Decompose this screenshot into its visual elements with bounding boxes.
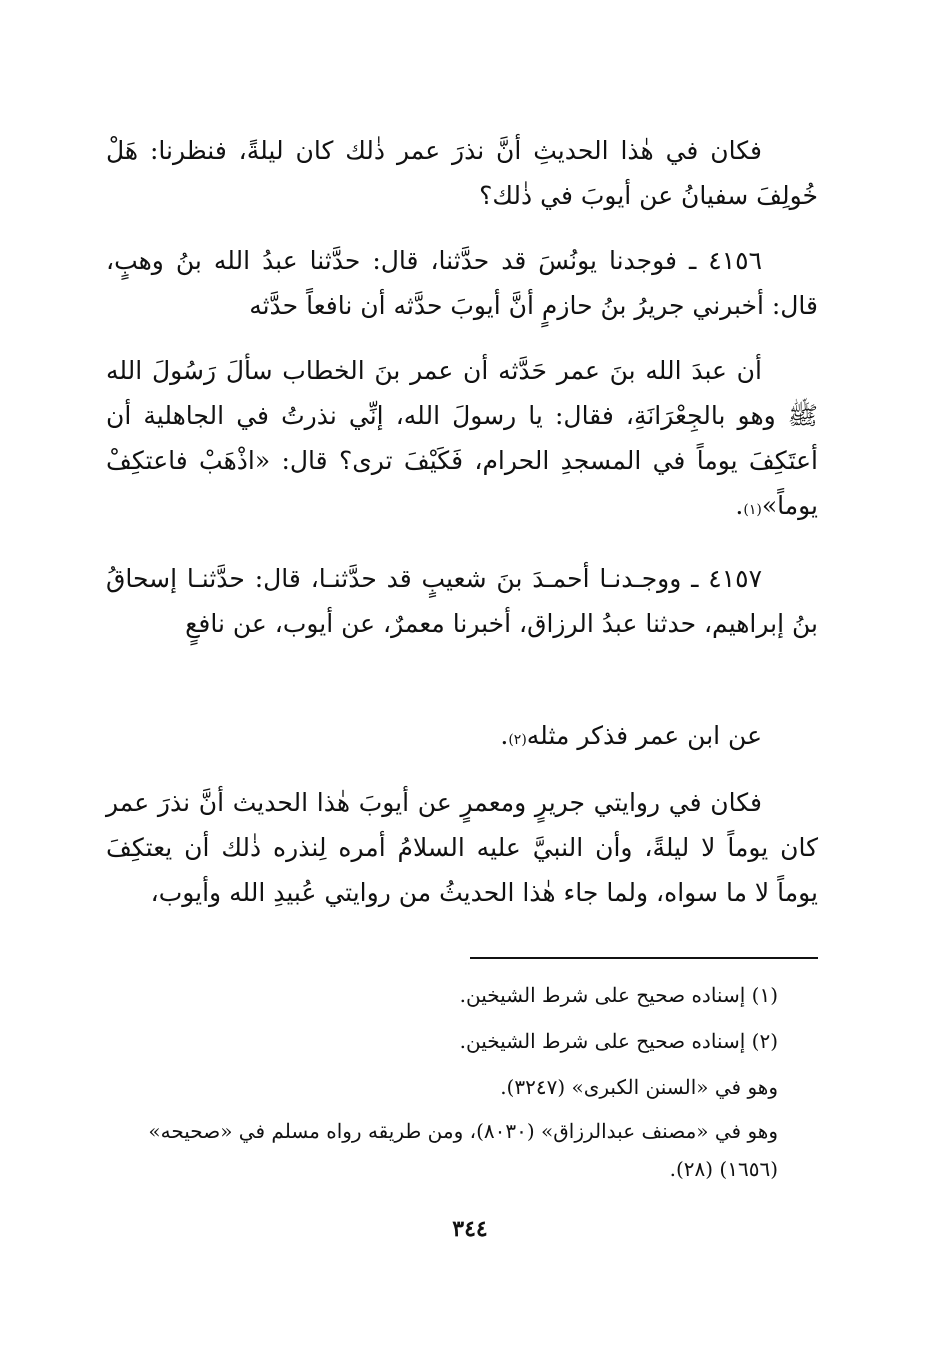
hadith-4156-chain: ٤١٥٦ ـ فوجدنا يونُسَ قد حدَّثنا، قال: حدَّثنا عبدُ الله بنُ وهبٍ، قال: أخبرني جريرُ بنُ حازمٍ أنَّ أيوبَ حدَّثه أن نافعاً حدَّثه [106,246,818,320]
footnote-ref-2: (٢) [508,732,527,748]
footnote-2: (٢) إسناده صحيح على شرط الشيخين. [459,1029,778,1053]
footnote-2-source-2: وهو في «مصنف عبدالرزاق» (٨٠٣٠)، ومن طريقه رواه مسلم في «صحيحه» (١٦٥٦) (٢٨). [148,1119,778,1181]
hadith-4156-body: أن عبدَ الله بنَ عمر حَدَّثه أن عمر بنَ الخطاب سألَ رَسُولَ الله ﷺ وهو بالجِعْرَانَةِ، فقال: يا رسولَ الله، إنِّي نذرتُ في الجاهلية أن أعتَكِفَ يوماً في المسجدِ الحرام، فَكَيْفَ ترى؟ قال: «اذْهَبْ فاعتكِفْ يوماً» [106,356,818,520]
footnote-ref-1-end: . [735,491,744,520]
footnote-divider [470,957,818,959]
footnote-ref-1: (١) [743,502,762,518]
hadith-4157-chain: ٤١٥٧ ـ ووجـدنـا أحمـدَ بنَ شعيبٍ قد حدَّثنـا، قال: حدَّثنـا إسحاقُ بنُ إبراهيم، حدثنا عبدُ الرزاق، أخبرنا معمرٌ، عن أيوب، عن نافعٍ [106,564,818,638]
paragraph-conclusion: فكان في روايتي جريرٍ ومعمرٍ عن أيوبَ هٰذا الحديث أنَّ نذرَ عمر كان يوماً لا ليلةً، وأن النبيَّ عليه السلامُ أمره لِنذره ذٰلك أن يعتكِفَ يوماً لا ما سواه، ولما جاء هٰذا الحديثُ من روايتي عُبيدِ الله وأيوب، [106,788,818,907]
hadith-4156-text [106,348,818,533]
footnote-ref-2-end: . [500,721,509,750]
page-number: ٣٤٤ [452,1216,488,1242]
hadith-4157-body: عن ابن عمر فذكر مثله [526,721,762,750]
footnote-2-source-1: وهو في «السنن الكبرى» (٣٢٤٧). [500,1075,778,1099]
hadith-4157-text [106,713,818,763]
paragraph-1: فكان في هٰذا الحديثِ أنَّ نذرَ عمر ذٰلك كان ليلةً، فنظرنا: هَلْ خُولِفَ سفيانُ عن أيوبَ في ذٰلك؟ [106,136,818,210]
footnote-1: (١) إسناده صحيح على شرط الشيخين. [459,983,778,1007]
